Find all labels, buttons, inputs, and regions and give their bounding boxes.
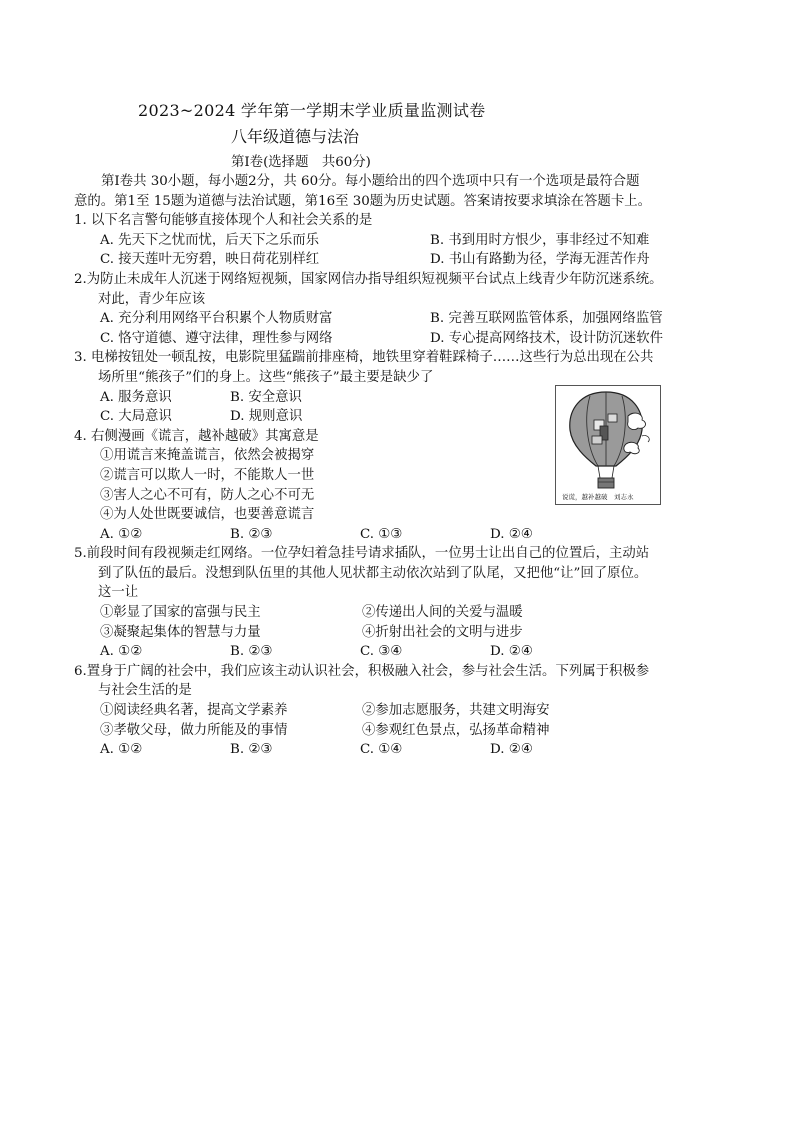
question-stem-continued: 对此，青少年应该	[98, 291, 206, 307]
option-c: C. 恪守道德、遵守法律，理性参与网络	[100, 330, 333, 346]
question-stem: 4. 右侧漫画《谎言，越补越破》其寓意是	[74, 428, 319, 444]
statement-row	[74, 603, 734, 623]
exam-title: 2023~2024 学年第一学期末学业质量监测试卷	[138, 101, 486, 120]
question-1	[74, 211, 734, 270]
option-row	[74, 525, 734, 545]
option-b: B. ②③	[230, 644, 273, 660]
option-b: B. 书到用时方恨少，事非经过不知难	[430, 232, 650, 248]
option-c: C. 接天莲叶无穷碧，映日荷花别样红	[100, 252, 320, 268]
option-d: D. ②④	[490, 742, 533, 758]
option-a: A. ①②	[100, 644, 143, 660]
option-row	[74, 642, 734, 662]
statement-2: ②传递出人间的关爱与温暖	[362, 605, 523, 621]
question-2	[74, 270, 734, 348]
question-stem-continued: 到了队伍的最后。没想到队伍里的其他人见状都主动依次站到了队尾，又把他“让”回了原位。	[98, 565, 648, 581]
question-stem: 2.为防止未成年人沉迷于网络短视频，国家网信办指导组织短视频平台试点上线青少年防沉迷系统。	[74, 271, 663, 287]
option-row	[74, 231, 734, 251]
question-stem-continued: 与社会生活的是	[98, 683, 192, 699]
statement-3: ③孝敬父母，做力所能及的事情	[100, 722, 288, 738]
hot-air-balloon-cartoon-icon	[556, 386, 660, 504]
statement-1: ①彰显了国家的富强与民主	[100, 605, 261, 621]
option-d: D. ②④	[490, 526, 533, 542]
question-5	[74, 544, 734, 662]
statement-1: ①阅读经典名著，提高文学素养	[100, 703, 288, 719]
statement-3: ③害人之心不可有，防人之心不可无	[100, 487, 315, 503]
option-row	[74, 309, 734, 329]
statement-2: ②谎言可以欺人一时，不能欺人一世	[100, 467, 315, 483]
statement-4: ④折射出社会的文明与进步	[362, 624, 523, 640]
option-d: D. ②④	[490, 644, 533, 660]
option-d: D. 书山有路勤为径，学海无涯苦作舟	[430, 252, 650, 268]
option-a: A. ①②	[100, 526, 143, 542]
option-row	[74, 250, 734, 270]
statement-4: ④为人处世既要诚信，也要善意谎言	[100, 507, 315, 523]
option-b: B. 完善互联网监管体系，加强网络监管	[430, 311, 663, 327]
option-d: D. 规则意识	[230, 409, 303, 425]
question-stem: 5.前段时间有段视频走红网络。一位孕妇着急挂号请求插队，一位男士让出自己的位置后，主动站	[74, 546, 650, 562]
statement-row	[74, 701, 734, 721]
question-6	[74, 662, 734, 760]
option-a: A. ①②	[100, 742, 143, 758]
question-stem: 3. 电梯按钮处一顿乱按，电影院里猛踹前排座椅，地铁里穿着鞋踩椅子……这些行为总出现在公共	[74, 350, 654, 366]
option-a: A. 充分利用网络平台积累个人物质财富	[100, 311, 333, 327]
option-b: B. ②③	[230, 742, 273, 758]
question-stem-continued: 场所里“熊孩子”们的身上。这些“熊孩子”最主要是缺少了	[98, 369, 434, 385]
statement-row	[74, 623, 734, 643]
exam-subtitle: 八年级道德与法治	[231, 127, 360, 146]
statement-2: ②参加志愿服务，共建文明海安	[362, 703, 550, 719]
question-stem: 6.置身于广阔的社会中，我们应该主动认识社会，积极融入社会，参与社会生活。下列属于积极参	[74, 663, 650, 679]
intro-line-2: 意的。第1至 15题为道德与法治试题，第16至 30题为历史试题。答案请按要求填涂在答题卡上。	[74, 193, 651, 209]
option-c: C. 大局意识	[100, 409, 172, 425]
statement-1: ①用谎言来掩盖谎言，依然会被揭穿	[100, 448, 315, 464]
option-b: B. 安全意识	[230, 389, 302, 405]
question-stem-continued-2: 这一让	[98, 585, 139, 601]
statement-row	[74, 721, 734, 741]
intro-line-1: 第Ⅰ卷共 30小题，每小题2分，共 60分。每小题给出的四个选项中只有一个选项是最符合题	[101, 174, 640, 189]
option-row	[74, 329, 734, 349]
option-a: A. 先天下之忧而忧，后天下之乐而乐	[100, 232, 320, 248]
option-a: A. 服务意识	[100, 389, 172, 405]
section-heading: 第Ⅰ卷(选择题 共60分)	[231, 155, 371, 170]
cartoon-illustration	[555, 385, 661, 505]
statement-3: ③凝聚起集体的智慧与力量	[100, 624, 261, 640]
option-c: C. ①④	[360, 742, 403, 758]
option-b: B. ②③	[230, 526, 273, 542]
option-d: D. 专心提高网络技术，设计防沉迷软件	[430, 330, 664, 346]
option-c: C. ①③	[360, 526, 403, 542]
question-stem: 1. 以下名言警句能够直接体现个人和社会关系的是	[74, 213, 373, 229]
statement-4: ④参观红色景点，弘扬革命精神	[362, 722, 550, 738]
option-row	[74, 740, 734, 760]
cartoon-caption: 说谎，越补越破 刘志永	[562, 493, 634, 501]
option-c: C. ③④	[360, 644, 403, 660]
